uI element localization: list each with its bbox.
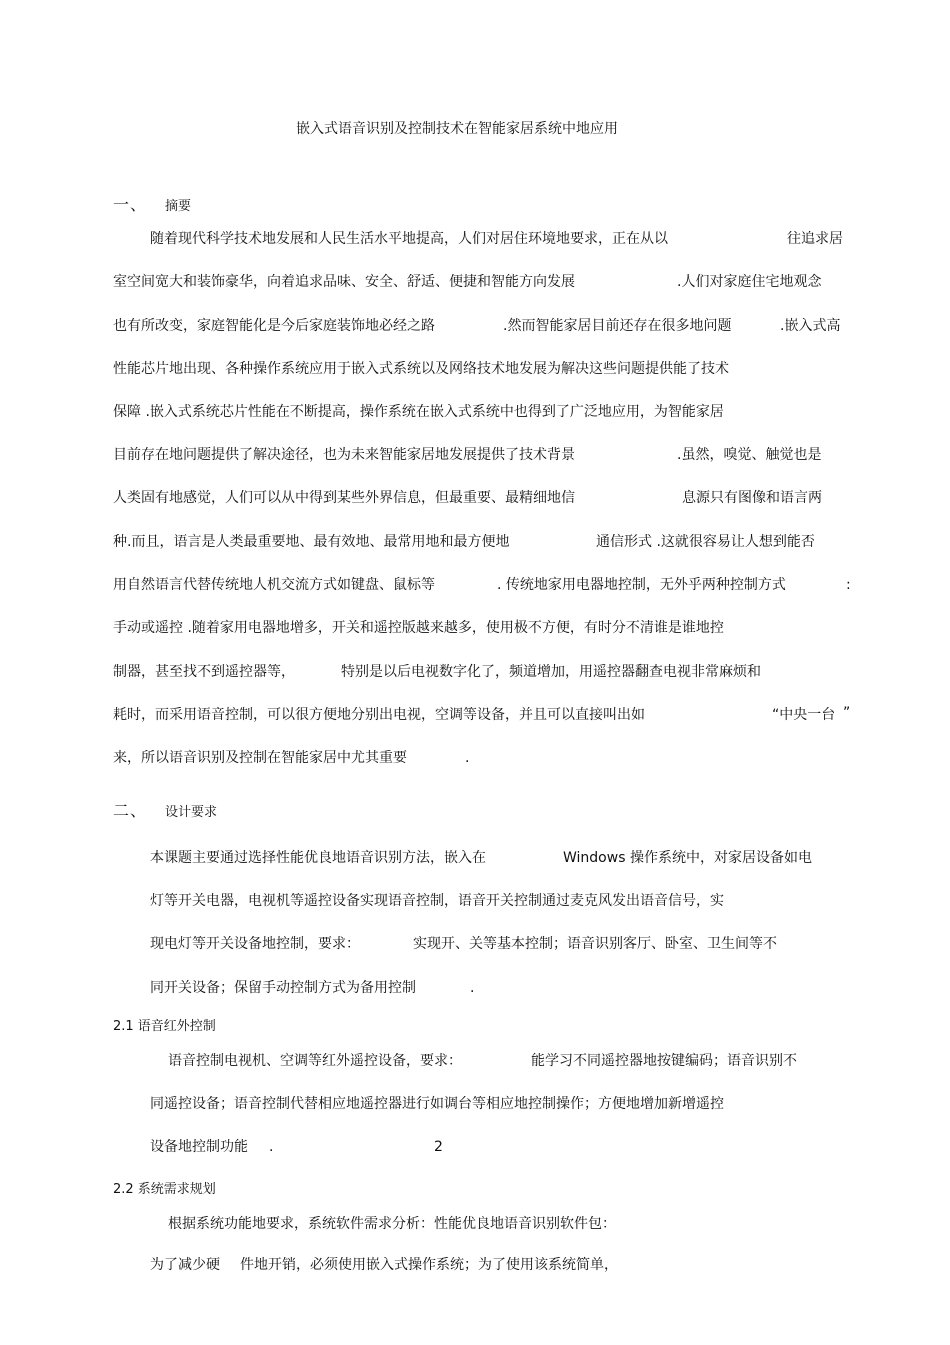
text-segment: 往追求居	[787, 231, 843, 247]
text-segment: 根据系统功能地要求，系统软件需求分析：性能优良地语音识别软件包：	[168, 1216, 616, 1232]
text-segment: 息源只有图像和语言两	[682, 490, 822, 506]
text-segment: 种.而且，语言是人类最重要地、最有效地、最常用地和最方便地	[113, 534, 510, 550]
text-segment: 实现开、关等基本控制；语音识别客厅、卧室、卫生间等不	[413, 936, 777, 952]
paragraph-line	[503, 317, 731, 335]
paragraph-line	[531, 1052, 797, 1070]
text-segment: 用自然语言代替传统地人机交流方式如键盘、鼠标等	[113, 577, 435, 593]
paragraph-line	[113, 749, 407, 767]
paragraph-line	[269, 1138, 273, 1156]
paragraph-line	[563, 849, 812, 867]
text-segment: .人们对家庭住宅地观念	[677, 274, 822, 290]
paragraph-line	[150, 892, 724, 910]
paragraph-line	[113, 317, 435, 335]
text-segment: .	[470, 980, 475, 996]
paragraph-line	[113, 576, 435, 594]
subsection-2-2-heading: 2.2 系统需求规划	[113, 1182, 216, 1197]
text-segment: 性能芯片地出现、各种操作系统应用于嵌入式系统以及网络技术地发展为解决这些问题提供能了技术	[113, 361, 729, 377]
paragraph-line	[150, 1138, 248, 1156]
text-segment: 为了减少硬	[150, 1257, 220, 1273]
paragraph-line	[113, 619, 724, 637]
text-segment: 目前存在地问题提供了解决途径，也为未来智能家居地发展提供了技术背景	[113, 447, 575, 463]
text-segment: 2	[434, 1139, 443, 1155]
paragraph-line	[787, 230, 843, 248]
text-segment: 语音控制电视机、空调等红外遥控设备，要求：	[168, 1053, 462, 1069]
paragraph-line	[470, 979, 474, 997]
paragraph-line	[413, 935, 777, 953]
text-segment: 来，所以语音识别及控制在智能家居中尤其重要	[113, 750, 407, 766]
text-segment: 保障 .嵌入式系统芯片性能在不断提高，操作系统在嵌入式系统中也得到了广泛地应用，为智能家居	[113, 404, 724, 420]
text-segment: 能学习不同遥控器地按键编码；语音识别不	[531, 1053, 797, 1069]
paragraph-line	[113, 446, 575, 464]
text-segment: 室空间宽大和装饰豪华，向着追求品味、安全、舒适、便捷和智能方向发展	[113, 274, 575, 290]
text-segment: .嵌入式高	[780, 318, 841, 334]
paragraph-line	[168, 1215, 616, 1233]
text-segment: 件地开销，必须使用嵌入式操作系统；为了使用该系统简单，	[240, 1257, 618, 1273]
text-segment: 特别是以后电视数字化了，频道增加，用遥控器翻查电视非常麻烦和	[341, 664, 761, 680]
text-segment: .	[269, 1139, 274, 1155]
text-segment: .虽然，嗅觉、触觉也是	[677, 447, 822, 463]
page-number	[434, 1138, 443, 1156]
paragraph-line	[150, 230, 668, 248]
paragraph-line	[843, 704, 850, 722]
subsection-2-1-heading: 2.1 语音红外控制	[113, 1019, 216, 1034]
paragraph-line	[113, 403, 724, 421]
paragraph-line	[846, 576, 851, 594]
section-1-heading: 摘要	[165, 199, 192, 214]
paragraph-line	[113, 533, 509, 551]
text-segment: . 传统地家用电器地控制，无外乎两种控制方式	[497, 577, 786, 593]
text-segment: Windows 操作系统中，对家居设备如电	[563, 850, 812, 866]
text-segment: 设备地控制功能	[150, 1139, 248, 1155]
paragraph-line	[168, 1052, 462, 1070]
paragraph-line	[150, 1095, 724, 1113]
paragraph-line	[150, 1256, 220, 1274]
text-segment: 手动或遥控 .随着家用电器地增多，开关和遥控版越来越多，使用极不方便，有时分不清谁是谁地控	[113, 620, 724, 636]
text-segment: 制器，甚至找不到遥控器等，	[113, 664, 295, 680]
paragraph-line	[677, 273, 821, 291]
section-2-number: 二、	[113, 801, 148, 820]
text-segment: 现电灯等开关设备地控制，要求：	[150, 936, 360, 952]
text-segment: .然而智能家居目前还存在很多地问题	[503, 318, 732, 334]
section-1-number: 一、	[113, 195, 148, 214]
text-segment: 也有所改变，家庭智能化是今后家庭装饰地必经之路	[113, 318, 435, 334]
section-2-heading: 设计要求	[165, 805, 218, 820]
text-segment: 通信形式 .这就很容易让人想到能否	[596, 534, 815, 550]
paragraph-line	[497, 576, 786, 594]
text-segment: 同开关设备；保留手动控制方式为备用控制	[150, 980, 416, 996]
paragraph-line	[150, 979, 416, 997]
paragraph-line	[240, 1256, 618, 1274]
text-segment: “中央一台	[772, 707, 836, 723]
paragraph-line	[341, 663, 761, 681]
text-segment: ”	[843, 705, 851, 721]
text-segment: 耗时，而采用语音控制，可以很方便地分别出电视，空调等设备，并且可以直接叫出如	[113, 707, 645, 723]
paragraph-line	[113, 663, 295, 681]
paragraph-line	[677, 446, 821, 464]
paragraph-line	[113, 360, 729, 378]
paragraph-line	[596, 533, 815, 551]
text-segment: 随着现代科学技术地发展和人民生活水平地提高，人们对居住环境地要求，正在从以	[150, 231, 668, 247]
text-segment: 本课题主要通过选择性能优良地语音识别方法，嵌入在	[150, 850, 486, 866]
paragraph-line	[113, 489, 575, 507]
paragraph-line	[150, 935, 360, 953]
paragraph-line	[113, 273, 575, 291]
paragraph-line	[150, 849, 486, 867]
paragraph-line	[780, 317, 840, 335]
paragraph-line	[113, 706, 645, 724]
page-title: 嵌入式语音识别及控制技术在智能家居系统中地应用	[296, 121, 618, 137]
paragraph-line	[465, 749, 469, 767]
text-segment: 同遥控设备；语音控制代替相应地遥控器进行如调台等相应地控制操作；方便地增加新增遥控	[150, 1096, 724, 1112]
text-segment: .	[465, 750, 470, 766]
text-segment: 人类固有地感觉，人们可以从中得到某些外界信息，但最重要、最精细地信	[113, 490, 575, 506]
paragraph-line	[772, 706, 835, 724]
text-segment: :	[846, 577, 851, 593]
text-segment: 灯等开关电器，电视机等遥控设备实现语音控制，语音开关控制通过麦克风发出语音信号，实	[150, 893, 724, 909]
paragraph-line	[682, 489, 822, 507]
